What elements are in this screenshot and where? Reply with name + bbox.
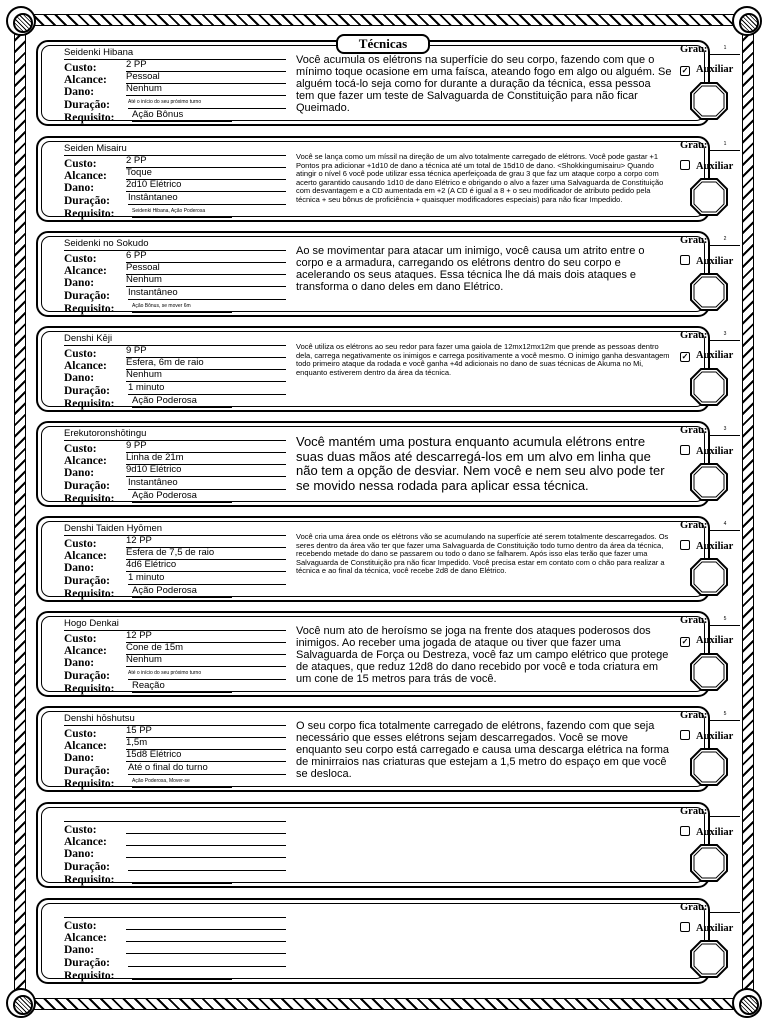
octagon-slot-icon[interactable] xyxy=(688,366,730,408)
stat-value-requisito[interactable]: Ação Poderosa xyxy=(132,395,232,408)
stat-label-custo: Custo: xyxy=(64,158,97,170)
stat-row-requisito xyxy=(64,303,286,315)
auxiliar-toggle[interactable] xyxy=(680,445,733,458)
stat-label-alcance: Alcance: xyxy=(64,645,107,657)
stat-value-dano[interactable]: 2d10 Elétrico xyxy=(126,179,286,192)
stat-label-duracao: Duração: xyxy=(64,385,110,397)
stat-label-requisito: Requisito: xyxy=(64,303,115,315)
stat-label-duracao: Duração: xyxy=(64,957,110,969)
stat-value-alcance[interactable]: Esfera de 7,5 de raio xyxy=(126,547,286,560)
octagon-slot-icon[interactable] xyxy=(688,556,730,598)
auxiliar-label: Auxiliar xyxy=(696,635,734,646)
technique-card xyxy=(36,421,734,507)
grau-underline xyxy=(710,530,740,531)
stat-value-custo[interactable]: 12 PP xyxy=(126,630,286,643)
stat-label-alcance: Alcance: xyxy=(64,550,107,562)
technique-card xyxy=(36,802,734,888)
stat-value-dano[interactable]: Nenhum xyxy=(126,654,286,667)
stat-label-custo: Custo: xyxy=(64,62,97,74)
grau-value[interactable]: 1 xyxy=(723,45,727,51)
octagon-slot-icon[interactable] xyxy=(688,176,730,218)
stat-value-alcance[interactable]: Cone de 15m xyxy=(126,642,286,655)
checkbox-icon[interactable] xyxy=(680,160,690,170)
stat-label-requisito: Requisito: xyxy=(64,874,115,886)
stat-label-alcance: Alcance: xyxy=(64,170,107,182)
technique-card xyxy=(36,326,734,412)
stat-value-duracao[interactable]: Instantâneo xyxy=(128,287,286,300)
grau-value[interactable]: 5 xyxy=(723,711,727,717)
stat-label-dano: Dano: xyxy=(64,657,95,669)
grau-underline xyxy=(710,54,740,55)
stat-label-alcance: Alcance: xyxy=(64,740,107,752)
technique-name-field[interactable]: Denshi hōshutsu xyxy=(64,712,286,726)
checked-checkbox-icon[interactable]: ✓ xyxy=(681,66,689,75)
stat-label-duracao: Duração: xyxy=(64,195,110,207)
stat-value-duracao[interactable]: Instântaneo xyxy=(128,192,286,205)
stat-row-requisito xyxy=(64,208,286,220)
technique-name-field[interactable]: Hogo Denkai xyxy=(64,617,286,631)
stat-value-dano[interactable]: 4d6 Elétrico xyxy=(126,559,286,572)
stat-label-dano: Dano: xyxy=(64,944,95,956)
grau-label: Grau: xyxy=(680,425,708,436)
stat-row-requisito xyxy=(64,778,286,790)
rope-border-left xyxy=(14,14,26,1010)
stat-label-custo: Custo: xyxy=(64,728,97,740)
stat-value-alcance[interactable]: 1,5m xyxy=(126,737,286,750)
stat-value-duracao[interactable] xyxy=(128,858,286,871)
stat-value-alcance[interactable]: Esfera, 6m de raio xyxy=(126,357,286,370)
technique-name-field[interactable] xyxy=(64,808,286,822)
stat-label-requisito: Requisito: xyxy=(64,398,115,410)
checkbox-icon[interactable] xyxy=(680,922,690,932)
stat-value-alcance[interactable]: Toque xyxy=(126,167,286,180)
stat-label-alcance: Alcance: xyxy=(64,932,107,944)
stat-value-custo[interactable]: 9 PP xyxy=(126,440,286,453)
checkbox-icon[interactable] xyxy=(680,255,690,265)
stat-label-requisito: Requisito: xyxy=(64,683,115,695)
stat-label-dano: Dano: xyxy=(64,467,95,479)
technique-name-field[interactable]: Seiden Misairu xyxy=(64,142,286,156)
checkbox-icon[interactable] xyxy=(680,540,690,550)
technique-description: Você cria uma área onde os elétrons vão se acumulando na superfície até serem totalmente descarregados. Os seres dentro da área vão ter que fazer uma Salvaguarda de Constituição todo turno dentro da área da técnica, recebendo metade do dano se passarem ou todo o dano se falharem. Após isso elas terão que fazer uma Salvaguarda de Constituição pra não ficar Impedido. Você precisa estar em contato com o chão para realizar a técnica e ao final da técnica, você recebe 2d8 de dano Elétrico. xyxy=(296,532,669,575)
checkbox-icon[interactable] xyxy=(680,730,690,740)
stat-value-dano[interactable] xyxy=(126,941,286,954)
stat-label-duracao: Duração: xyxy=(64,290,110,302)
technique-description: O seu corpo fica totalmente carregado de elétrons, fazendo com que seja necessário que esses elétrons sejam descarregados. Você se move enquanto seu corpo está carregado e causa uma descarga elétrica na forma de minirraios nas criaturas que estejam a 1,5 metro do espaço em que você se desloca. xyxy=(296,720,670,780)
technique-description: Você acumula os elétrons na superfície do seu corpo, fazendo com que o mínimo toque ocasione em uma faísca, ateando fogo em algo ou alguém. Se alguém tocá-lo seja como for durante a duração da técnica, essa pessoa tem que fazer um teste de Salvaguarda de Constituição para não ficar Queimado. xyxy=(296,54,672,114)
stat-value-requisito[interactable]: Ação Poderosa xyxy=(132,490,232,503)
grau-label: Grau: xyxy=(680,235,708,246)
grau-value[interactable]: 4 xyxy=(723,521,727,527)
stat-row-requisito xyxy=(64,585,286,600)
stat-label-requisito: Requisito: xyxy=(64,493,115,505)
grau-label: Grau: xyxy=(680,710,708,721)
grau-label: Grau: xyxy=(680,902,708,913)
stat-label-requisito: Requisito: xyxy=(64,588,115,600)
stat-value-duracao[interactable]: Até o início do seu próximo turno xyxy=(128,667,286,680)
technique-description: Você num ato de heroísmo se joga na frente dos ataques poderosos dos inimigos. Ao receber uma jogada de ataque ou tiver que fazer uma Salvaguarda de Força ou Destreza, você faz um campo elétrico que protege de ataques, que reduz 12d8 do dano recebido por você e toda criatura em um cone de 15 metros para trás de você. xyxy=(296,625,669,685)
corner-knot-icon xyxy=(732,988,762,1018)
stat-value-dano[interactable] xyxy=(126,845,286,858)
rope-border-bottom xyxy=(14,998,754,1010)
technique-card xyxy=(36,706,734,792)
stat-value-requisito[interactable]: Ação Poderosa, Mover-se xyxy=(132,775,232,788)
technique-card xyxy=(36,231,734,317)
stat-value-duracao[interactable] xyxy=(128,954,286,967)
technique-card xyxy=(36,898,734,984)
stat-label-dano: Dano: xyxy=(64,182,95,194)
auxiliar-label: Auxiliar xyxy=(696,541,734,552)
stat-value-alcance[interactable]: Pessoal xyxy=(126,71,286,84)
octagon-slot-icon[interactable] xyxy=(688,271,730,313)
grau-label: Grau: xyxy=(680,330,708,341)
stat-value-custo[interactable]: 2 PP xyxy=(126,155,286,168)
grau-label: Grau: xyxy=(680,44,708,55)
stat-value-alcance[interactable]: Pessoal xyxy=(126,262,286,275)
octagon-slot-icon[interactable] xyxy=(688,842,730,884)
stat-value-custo[interactable]: 2 PP xyxy=(126,59,286,72)
stat-label-custo: Custo: xyxy=(64,633,97,645)
octagon-slot-icon[interactable] xyxy=(688,651,730,693)
auxiliar-label: Auxiliar xyxy=(696,827,734,838)
stat-label-custo: Custo: xyxy=(64,443,97,455)
stat-label-duracao: Duração: xyxy=(64,575,110,587)
stat-value-duracao[interactable]: Até o início do seu próximo turno xyxy=(128,96,286,109)
auxiliar-toggle[interactable] xyxy=(680,255,733,268)
auxiliar-toggle[interactable] xyxy=(680,730,733,743)
stat-label-duracao: Duração: xyxy=(64,670,110,682)
checkbox-icon[interactable] xyxy=(680,445,690,455)
auxiliar-label: Auxiliar xyxy=(696,446,734,457)
stat-label-duracao: Duração: xyxy=(64,861,110,873)
auxiliar-label: Auxiliar xyxy=(696,350,734,361)
stat-value-duracao[interactable]: Instantâneo xyxy=(128,477,286,490)
technique-name-field[interactable]: Seidenki no Sokudo xyxy=(64,237,286,251)
stat-value-dano[interactable]: 9d10 Elétrico xyxy=(126,464,286,477)
grau-value[interactable]: 5 xyxy=(723,616,727,622)
auxiliar-toggle[interactable] xyxy=(680,350,733,362)
stat-label-custo: Custo: xyxy=(64,538,97,550)
stat-label-requisito: Requisito: xyxy=(64,208,115,220)
stat-value-requisito[interactable] xyxy=(132,967,232,980)
grau-underline xyxy=(710,435,740,436)
stat-value-duracao[interactable]: 1 minuto xyxy=(128,382,286,395)
auxiliar-toggle[interactable] xyxy=(680,540,733,553)
stat-label-dano: Dano: xyxy=(64,277,95,289)
grau-underline xyxy=(710,245,740,246)
stat-label-custo: Custo: xyxy=(64,348,97,360)
stat-label-requisito: Requisito: xyxy=(64,970,115,982)
auxiliar-toggle[interactable] xyxy=(680,64,733,76)
checked-checkbox-icon[interactable]: ✓ xyxy=(681,637,689,646)
technique-name-field[interactable]: Erekutoronshōtingu xyxy=(64,427,286,441)
technique-description: Ao se movimentar para atacar um inimigo, você causa um atrito entre o corpo e a armadura, carregando os elétrons dentro do seu corpo e acelerando os seus ataques. Essa técnica lhe dá mais dois ataques e transforma o dano deles em dano Elétrico. xyxy=(296,245,645,293)
grau-label: Grau: xyxy=(680,806,708,817)
grau-value[interactable]: 2 xyxy=(723,236,727,242)
stat-value-custo[interactable]: 6 PP xyxy=(126,250,286,263)
stat-label-requisito: Requisito: xyxy=(64,112,115,124)
technique-name-field[interactable]: Seidenki Hibana xyxy=(64,46,286,60)
corner-knot-icon xyxy=(6,988,36,1018)
stat-label-dano: Dano: xyxy=(64,86,95,98)
grau-label: Grau: xyxy=(680,615,708,626)
grau-underline xyxy=(710,912,740,913)
stat-row-requisito xyxy=(64,680,286,695)
auxiliar-label: Auxiliar xyxy=(696,731,734,742)
stat-row-requisito xyxy=(64,874,286,886)
stat-value-dano[interactable]: Nenhum xyxy=(126,274,286,287)
technique-card xyxy=(36,611,734,697)
rope-border-top xyxy=(14,14,754,26)
auxiliar-label: Auxiliar xyxy=(696,923,734,934)
technique-name-field[interactable]: Denshi Kēji xyxy=(64,332,286,346)
stat-value-requisito[interactable]: Seidenki Hibana, Ação Poderosa xyxy=(132,205,232,218)
stat-value-alcance[interactable]: Linha de 21m xyxy=(126,452,286,465)
stat-label-alcance: Alcance: xyxy=(64,455,107,467)
stat-label-duracao: Duração: xyxy=(64,765,110,777)
stat-label-custo: Custo: xyxy=(64,920,97,932)
octagon-slot-icon[interactable] xyxy=(688,461,730,503)
grau-value[interactable]: 3 xyxy=(723,331,727,337)
stat-value-dano[interactable]: Nenhum xyxy=(126,369,286,382)
grau-label: Grau: xyxy=(680,520,708,531)
stat-value-duracao[interactable]: Até o final do turno xyxy=(128,762,286,775)
stat-value-duracao[interactable]: 1 minuto xyxy=(128,572,286,585)
auxiliar-label: Auxiliar xyxy=(696,256,734,267)
checkbox-icon[interactable] xyxy=(680,826,690,836)
stat-value-custo[interactable]: 12 PP xyxy=(126,535,286,548)
technique-description: Você se lança como um míssil na direção de um alvo totalmente carregado de elétrons. Você pode gastar +1 Pontos pra adicionar +1d10 de dano a técnica até um total de 15d10 de dano. <Shokkingumisairu> Quando atingir o nível 6 você pode utilizar essa técnica aperfeiçoada de grau 3 que faz um ataque corpo a corpo com acerto garantido causando 1d10 de dano Elétrico e obrigando o alvo a fazer uma Salvaguarda de Constituição com desvantagem e a CD aumentada em +2 (A CD é igual a 8 + o seu modificador de atributo pedido pela técnica + seu bônus de proficiência + quaisquer modificadores especiais) para não ficar Impedido. xyxy=(296,152,664,204)
auxiliar-toggle[interactable] xyxy=(680,635,733,647)
grau-underline xyxy=(710,340,740,341)
stat-label-duracao: Duração: xyxy=(64,480,110,492)
technique-description: Você utiliza os elétrons ao seu redor para fazer uma gaiola de 12mx12mx12m que prende as pessoas dentro dela, carrega negativamente os inimigos e carrega positivamente a você mesmo. O inimigo ganha desvantagem todo primeiro ataque da rodada e você ganha +4d adicionais no dano de suas técnicas de Akuma no Mi, enquanto estiverem dentro da área da técnica. xyxy=(296,342,670,377)
grau-underline xyxy=(710,720,740,721)
stat-label-dano: Dano: xyxy=(64,848,95,860)
checked-checkbox-icon[interactable]: ✓ xyxy=(681,352,689,361)
stat-label-alcance: Alcance: xyxy=(64,836,107,848)
stat-label-custo: Custo: xyxy=(64,253,97,265)
auxiliar-toggle[interactable] xyxy=(680,826,733,839)
auxiliar-label: Auxiliar xyxy=(696,64,734,75)
stat-label-alcance: Alcance: xyxy=(64,360,107,372)
stat-value-requisito[interactable]: Ação Bônus xyxy=(132,109,232,122)
technique-name-field[interactable]: Denshi Taiden Hyōmen xyxy=(64,522,286,536)
stat-label-requisito: Requisito: xyxy=(64,778,115,790)
technique-card xyxy=(36,516,734,602)
technique-description: Você mantém uma postura enquanto acumula elétrons entre suas duas mãos até descarregá-los em um alvo em linha que não tem a opção de desviar. Nem você e nem seu alvo pode ter se movido nessa rodada para aplicar essa técnica. xyxy=(296,434,665,493)
page-title: Técnicas xyxy=(336,34,430,54)
stat-value-requisito[interactable]: Reação xyxy=(132,680,232,693)
octagon-slot-icon[interactable] xyxy=(688,80,730,122)
auxiliar-toggle[interactable] xyxy=(680,922,733,935)
auxiliar-label: Auxiliar xyxy=(696,161,734,172)
technique-name-field[interactable] xyxy=(64,904,286,918)
stat-label-dano: Dano: xyxy=(64,752,95,764)
grau-value[interactable]: 3 xyxy=(723,426,727,432)
grau-underline xyxy=(710,816,740,817)
technique-card xyxy=(36,136,734,222)
stat-value-requisito[interactable]: Ação Bônus, se mover 6m xyxy=(132,300,232,313)
stat-value-custo[interactable]: 9 PP xyxy=(126,345,286,358)
octagon-slot-icon[interactable] xyxy=(688,938,730,980)
stat-label-dano: Dano: xyxy=(64,562,95,574)
stat-label-custo: Custo: xyxy=(64,824,97,836)
auxiliar-toggle[interactable] xyxy=(680,160,733,173)
stat-row-requisito xyxy=(64,970,286,982)
grau-value[interactable]: 1 xyxy=(723,141,727,147)
stat-value-requisito[interactable] xyxy=(132,871,232,884)
stat-label-alcance: Alcance: xyxy=(64,265,107,277)
stat-value-dano[interactable]: Nenhum xyxy=(126,83,286,96)
stat-row-requisito xyxy=(64,490,286,505)
corner-knot-icon xyxy=(732,6,762,36)
octagon-slot-icon[interactable] xyxy=(688,746,730,788)
stat-label-alcance: Alcance: xyxy=(64,74,107,86)
rope-border-right xyxy=(742,14,754,1010)
grau-underline xyxy=(710,150,740,151)
stat-value-requisito[interactable]: Ação Poderosa xyxy=(132,585,232,598)
stat-row-requisito xyxy=(64,395,286,410)
grau-underline xyxy=(710,625,740,626)
stat-value-dano[interactable]: 15d8 Elétrico xyxy=(126,749,286,762)
corner-knot-icon xyxy=(6,6,36,36)
stat-label-dano: Dano: xyxy=(64,372,95,384)
stat-row-requisito xyxy=(64,109,286,124)
stat-label-duracao: Duração: xyxy=(64,99,110,111)
stat-value-custo[interactable]: 15 PP xyxy=(126,725,286,738)
grau-label: Grau: xyxy=(680,140,708,151)
